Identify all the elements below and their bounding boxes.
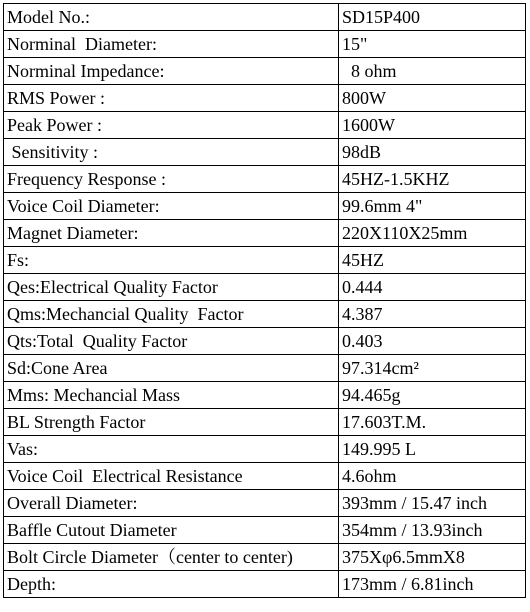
spec-label: Bolt Circle Diameter（center to center)	[4, 544, 339, 571]
spec-value: 99.6mm 4"	[339, 193, 526, 220]
spec-label: Voice Coil Diameter:	[4, 193, 339, 220]
spec-label: Peak Power :	[4, 112, 339, 139]
spec-label: Sd:Cone Area	[4, 355, 339, 382]
spec-row	[4, 58, 526, 85]
spec-row	[4, 166, 526, 193]
spec-label: BL Strength Factor	[4, 409, 339, 436]
spec-label: Magnet Diameter:	[4, 220, 339, 247]
spec-label: Baffle Cutout Diameter	[4, 517, 339, 544]
spec-row	[4, 193, 526, 220]
spec-value: 45HZ-1.5KHZ	[339, 166, 526, 193]
spec-row	[4, 355, 526, 382]
spec-row	[4, 112, 526, 139]
spec-value: 393mm / 15.47 inch	[339, 490, 526, 517]
spec-label: Qts:Total Quality Factor	[4, 328, 339, 355]
spec-value: 17.603T.M.	[339, 409, 526, 436]
spec-row	[4, 247, 526, 274]
spec-table-body	[4, 4, 526, 598]
spec-value: SD15P400	[339, 4, 526, 31]
spec-row	[4, 274, 526, 301]
spec-row	[4, 382, 526, 409]
spec-row	[4, 544, 526, 571]
spec-value: 45HZ	[339, 247, 526, 274]
spec-value: 149.995 L	[339, 436, 526, 463]
spec-value: 1600W	[339, 112, 526, 139]
spec-row	[4, 490, 526, 517]
spec-value: 0.403	[339, 328, 526, 355]
spec-label: Qms:Mechancial Quality Factor	[4, 301, 339, 328]
spec-value: 800W	[339, 85, 526, 112]
spec-row	[4, 4, 526, 31]
spec-row	[4, 220, 526, 247]
spec-label: Qes:Electrical Quality Factor	[4, 274, 339, 301]
spec-value: 97.314cm²	[339, 355, 526, 382]
spec-row	[4, 31, 526, 58]
spec-label: Overall Diameter:	[4, 490, 339, 517]
spec-row	[4, 517, 526, 544]
spec-row	[4, 139, 526, 166]
spec-value: 173mm / 6.81inch	[339, 571, 526, 598]
spec-label: Fs:	[4, 247, 339, 274]
spec-row	[4, 409, 526, 436]
spec-value: 220X110X25mm	[339, 220, 526, 247]
spec-row	[4, 463, 526, 490]
spec-value: 8 ohm	[339, 58, 526, 85]
spec-value: 375Xφ6.5mmX8	[339, 544, 526, 571]
spec-label: Depth:	[4, 571, 339, 598]
spec-value: 94.465g	[339, 382, 526, 409]
spec-label: Norminal Diameter:	[4, 31, 339, 58]
spec-value: 4.387	[339, 301, 526, 328]
spec-row	[4, 571, 526, 598]
spec-table	[3, 3, 526, 598]
spec-row	[4, 328, 526, 355]
spec-label: Model No.:	[4, 4, 339, 31]
spec-label: RMS Power :	[4, 85, 339, 112]
spec-value: 4.6ohm	[339, 463, 526, 490]
spec-label: Norminal Impedance:	[4, 58, 339, 85]
spec-value: 0.444	[339, 274, 526, 301]
spec-label: Vas:	[4, 436, 339, 463]
spec-value: 98dB	[339, 139, 526, 166]
spec-value: 354mm / 13.93inch	[339, 517, 526, 544]
spec-label: Voice Coil Electrical Resistance	[4, 463, 339, 490]
spec-value: 15"	[339, 31, 526, 58]
spec-row	[4, 436, 526, 463]
spec-row	[4, 85, 526, 112]
spec-label: Sensitivity :	[4, 139, 339, 166]
spec-label: Frequency Response :	[4, 166, 339, 193]
spec-label: Mms: Mechancial Mass	[4, 382, 339, 409]
spec-row	[4, 301, 526, 328]
